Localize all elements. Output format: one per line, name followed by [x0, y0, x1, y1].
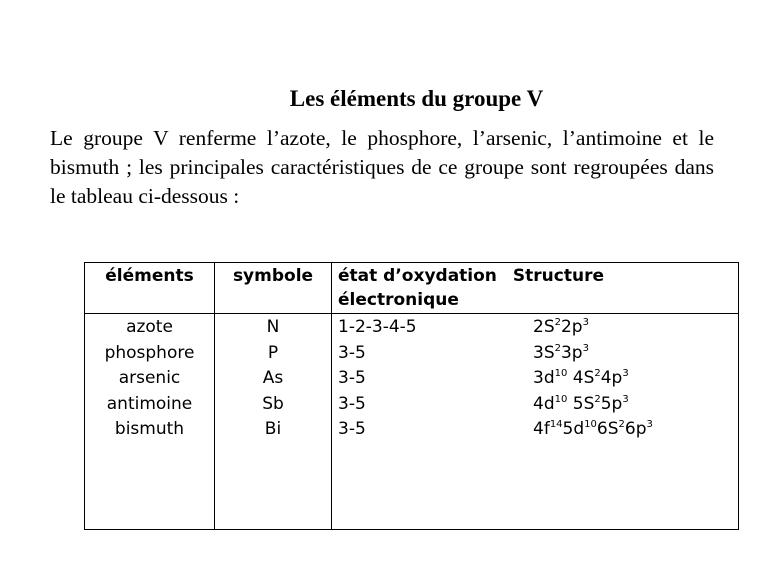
electron-count: 2: [618, 419, 625, 430]
data-line: [338, 366, 732, 392]
elements-column: [85, 314, 215, 530]
orbital-label: 6p: [624, 419, 647, 439]
oxidation-state: 1-2-3-4-5: [338, 317, 417, 337]
orbital-label: 4S: [567, 368, 595, 388]
orbital-label: 3d: [533, 368, 555, 388]
orbital-label: 3p: [560, 342, 583, 363]
electron-count: 10: [584, 419, 597, 430]
table-body-row: [85, 314, 739, 530]
orbital-label: 5S: [567, 393, 595, 414]
element-symbol: As: [262, 368, 284, 388]
header-elements: éléments: [85, 263, 215, 314]
element-symbol: Bi: [264, 419, 282, 439]
electron-count: 3: [646, 419, 653, 430]
orbital-label: 3S: [533, 342, 555, 363]
group-v-table: [84, 262, 739, 530]
oxidation-state: 3-5: [338, 393, 366, 414]
electron-count: 2: [594, 368, 601, 379]
electron-count: 3: [582, 317, 589, 328]
orbital-label: 6S: [596, 419, 619, 439]
electron-count: 3: [582, 342, 589, 354]
electron-count: 2: [594, 393, 601, 405]
electron-count: 10: [554, 368, 568, 379]
orbital-label: 5p: [600, 393, 623, 414]
element-name: azote: [126, 317, 173, 337]
electron-structure: [533, 419, 653, 439]
header-oxydation: état d’oxydation: [338, 266, 497, 286]
element-name: antimoine: [106, 393, 193, 414]
orbital-label: 4d: [533, 393, 555, 414]
orbital-label: 2S: [533, 317, 555, 337]
orbital-label: 4f: [533, 419, 550, 439]
header-oxydation-structure: [332, 263, 739, 314]
element-symbol: Sb: [262, 393, 284, 414]
page-title: Les éléments du groupe V: [289, 86, 544, 111]
data-line: [338, 417, 732, 443]
element-symbol: P: [267, 342, 279, 363]
element-name: bismuth: [114, 419, 185, 439]
electron-count: 14: [549, 419, 563, 430]
electron-count: 3: [622, 368, 629, 379]
element-name: arsenic: [118, 368, 181, 388]
electron-count: 2: [554, 317, 561, 328]
data-line: [338, 315, 732, 341]
electron-structure: [533, 317, 589, 337]
header-symbole: symbole: [215, 263, 332, 314]
orbital-label: 5d: [562, 419, 585, 439]
symbols-column: [215, 314, 332, 530]
oxidation-state: 3-5: [338, 342, 366, 363]
orbital-label: 2p: [560, 317, 583, 337]
element-name: phosphore: [104, 342, 195, 363]
orbital-label: 4p: [600, 368, 623, 388]
header-structure: Structure: [512, 266, 604, 286]
electron-count: 2: [554, 342, 561, 354]
data-line: [338, 392, 732, 418]
intro-paragraph: Le groupe V renferme l’azote, le phosphore, l’arsenic, l’antimoine et le bismuth ; les principales caractéristiques de ce groupe sont regroupées dans le tableau ci-dessous :: [50, 126, 714, 208]
electron-structure: [533, 368, 629, 388]
oxidation-state: 3-5: [338, 419, 366, 439]
oxidation-state: 3-5: [338, 368, 366, 388]
data-line: [338, 341, 732, 367]
electron-count: 10: [554, 393, 568, 405]
oxidation-structure-column: [332, 314, 739, 530]
element-symbol: N: [266, 317, 280, 337]
table-header-row: [85, 263, 739, 314]
electron-count: 3: [622, 393, 629, 405]
electron-structure: [533, 394, 629, 414]
header-electronique: électronique: [338, 290, 459, 310]
electron-structure: [533, 343, 589, 363]
